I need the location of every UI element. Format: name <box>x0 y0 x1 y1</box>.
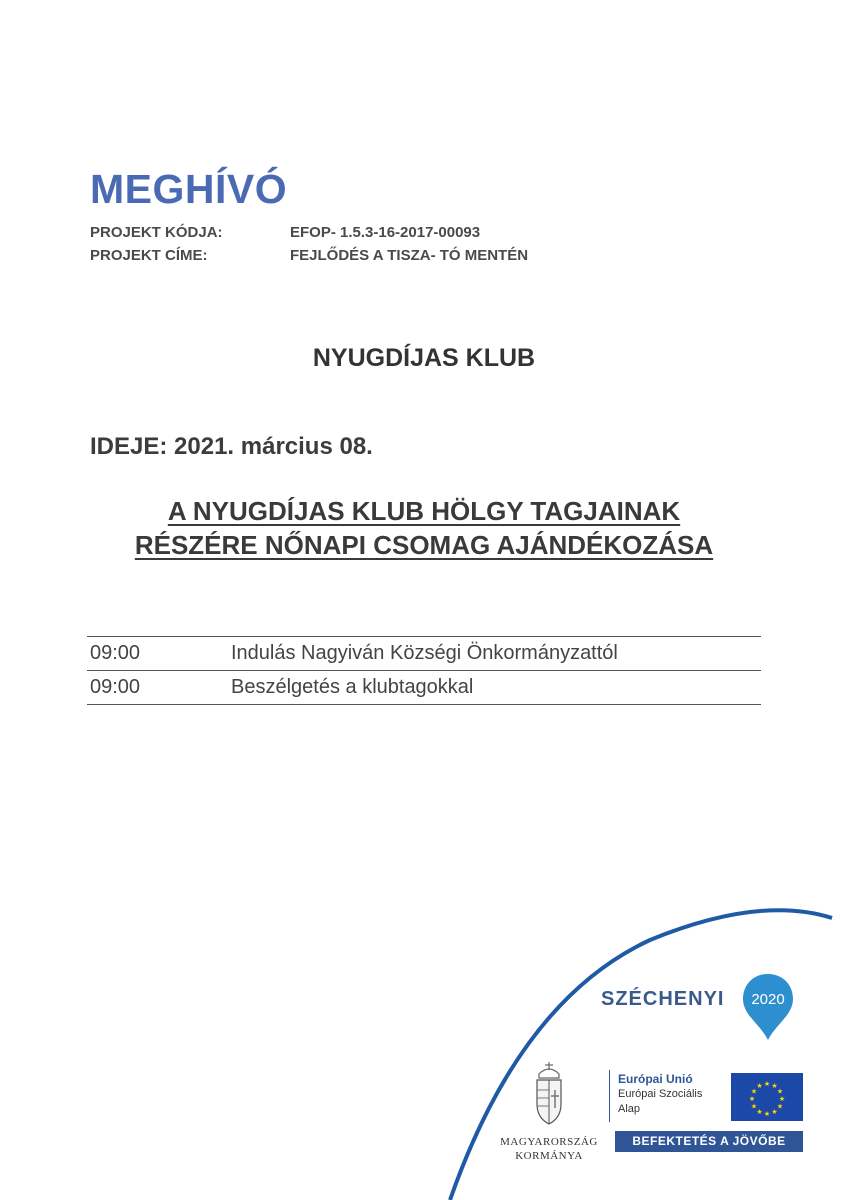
svg-text:★: ★ <box>756 1082 763 1090</box>
eu-fund-line-2: Alap <box>618 1103 641 1115</box>
svg-text:★: ★ <box>750 1087 758 1096</box>
svg-text:★: ★ <box>763 1080 771 1088</box>
svg-text:★: ★ <box>776 1087 784 1096</box>
schedule-activity: Beszélgetés a klubtagokkal <box>231 676 474 698</box>
project-title-value: FEJLŐDÉS A TISZA- TÓ MENTÉN <box>290 247 529 264</box>
schedule-activity: Indulás Nagyiván Községi Önkormányzattól <box>231 642 618 664</box>
svg-text:★: ★ <box>778 1095 786 1103</box>
svg-text:★: ★ <box>771 1082 778 1090</box>
svg-text:★: ★ <box>771 1108 778 1116</box>
project-code-label: PROJEKT KÓDJA: <box>90 224 223 241</box>
government-logo <box>494 1060 604 1163</box>
szechenyi-label: SZÉCHENYI <box>601 988 725 1010</box>
project-code-row <box>90 224 480 241</box>
svg-text:★: ★ <box>750 1102 758 1111</box>
event-date: IDEJE: 2021. március 08. <box>90 433 373 460</box>
project-code-value: EFOP- 1.5.3-16-2017-00093 <box>290 224 481 241</box>
project-title-label: PROJEKT CÍME: <box>90 247 208 264</box>
headline-line-1: A NYUGDÍJAS KLUB HÖLGY TAGJAINAK <box>167 496 681 526</box>
eu-flag-icon <box>731 1073 803 1121</box>
gov-name-line-2: KORMÁNYA <box>515 1150 583 1162</box>
svg-text:★: ★ <box>756 1108 763 1116</box>
eu-text-block <box>618 1072 702 1117</box>
page-title: MEGHÍVÓ <box>90 166 288 212</box>
eu-union-label: Európai Unió <box>618 1072 693 1086</box>
svg-text:★: ★ <box>763 1110 771 1118</box>
event-headline <box>90 494 758 562</box>
headline-line-2: RÉSZÉRE NŐNAPI CSOMAG AJÁNDÉKOZÁSA <box>134 530 714 560</box>
slogan-bar: BEFEKTETÉS A JÖVŐBE <box>615 1131 803 1152</box>
schedule-row <box>87 671 761 705</box>
project-title-row <box>90 247 528 264</box>
club-name: NYUGDÍJAS KLUB <box>312 344 536 372</box>
szechenyi-2020-pin-icon <box>740 972 796 1042</box>
schedule-time: 09:00 <box>90 642 141 664</box>
schedule-table <box>87 636 761 705</box>
eu-fund-line-1: Európai Szociális <box>618 1088 703 1100</box>
szechenyi-year: 2020 <box>751 991 785 1008</box>
eu-divider <box>609 1070 610 1122</box>
svg-text:★: ★ <box>748 1095 756 1103</box>
coat-of-arms-icon <box>531 1060 567 1126</box>
gov-name-line-1: MAGYARORSZÁG <box>500 1136 598 1148</box>
schedule-row <box>87 637 761 671</box>
schedule-time: 09:00 <box>90 676 141 698</box>
svg-text:★: ★ <box>776 1102 784 1111</box>
